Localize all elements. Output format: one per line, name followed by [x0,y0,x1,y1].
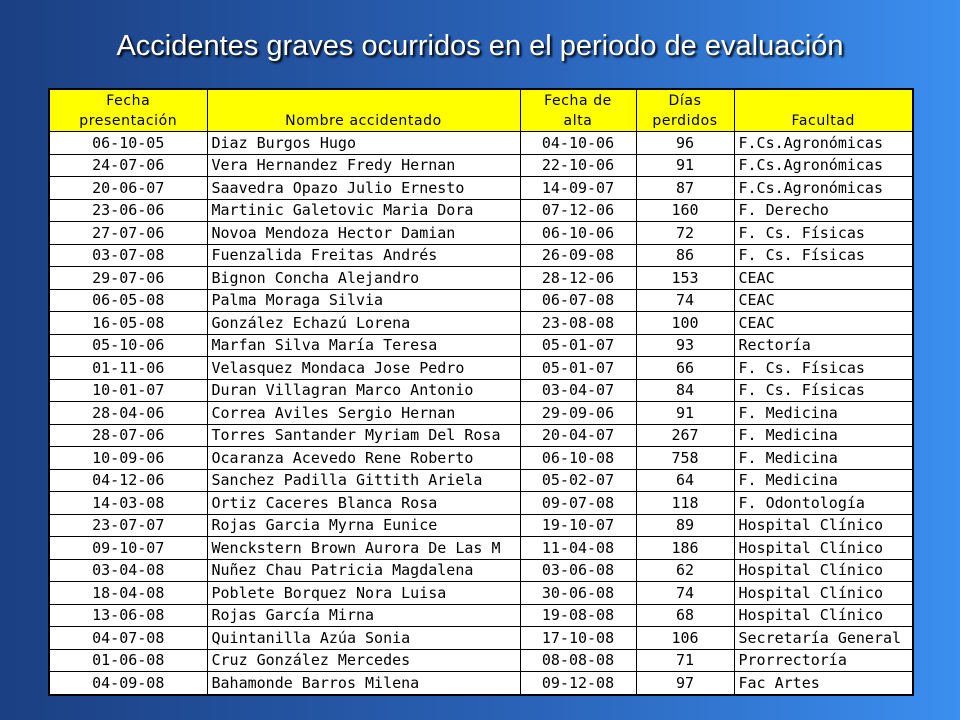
table-row [49,447,913,470]
nombre-cell: Ortiz Caceres Blanca Rosa [207,492,520,515]
fecha-alta-cell: 26-09-08 [520,244,636,267]
fecha-alta-cell: 05-02-07 [520,469,636,492]
table-row [49,177,913,200]
nombre-cell: Diaz Burgos Hugo [207,132,520,155]
table-row [49,199,913,222]
facultad-cell: Hospital Clínico [734,559,913,582]
nombre-cell: Poblete Borquez Nora Luisa [207,582,520,605]
header-line-1: Días [668,93,702,109]
table-row [49,672,913,695]
facultad-cell: F.Cs.Agronómicas [734,154,913,177]
dias-perdidos-cell: 74 [636,582,734,605]
nombre-cell: Nuñez Chau Patricia Magdalena [207,559,520,582]
facultad-cell: CEAC [734,267,913,290]
nombre-cell: Torres Santander Myriam Del Rosa [207,424,520,447]
facultad-cell: F. Cs. Físicas [734,244,913,267]
table-header-row [49,89,913,132]
table-row [49,514,913,537]
nombre-cell: Quintanilla Azúa Sonia [207,627,520,650]
fecha-presentacion-cell: 27-07-06 [49,222,207,245]
fecha-alta-cell: 08-08-08 [520,649,636,672]
fecha-presentacion-cell: 10-09-06 [49,447,207,470]
facultad-cell: Rectoría [734,334,913,357]
fecha-alta-cell: 07-12-06 [520,199,636,222]
table-row [49,244,913,267]
dias-perdidos-cell: 87 [636,177,734,200]
nombre-cell: Bignon Concha Alejandro [207,267,520,290]
dias-perdidos-cell: 186 [636,537,734,560]
facultad-cell: F. Derecho [734,199,913,222]
fecha-presentacion-cell: 03-07-08 [49,244,207,267]
fecha-presentacion-cell: 20-06-07 [49,177,207,200]
header-fecha-presentacion [49,89,207,132]
fecha-presentacion-cell: 05-10-06 [49,334,207,357]
nombre-cell: Cruz González Mercedes [207,649,520,672]
facultad-cell: F. Medicina [734,424,913,447]
table-row [49,492,913,515]
fecha-alta-cell: 04-10-06 [520,132,636,155]
dias-perdidos-cell: 71 [636,649,734,672]
table-row [49,334,913,357]
facultad-cell: F.Cs.Agronómicas [734,177,913,200]
fecha-presentacion-cell: 24-07-06 [49,154,207,177]
facultad-cell: CEAC [734,312,913,335]
dias-perdidos-cell: 153 [636,267,734,290]
fecha-presentacion-cell: 23-06-06 [49,199,207,222]
fecha-alta-cell: 22-10-06 [520,154,636,177]
accidents-table [48,88,914,696]
header-line-2: perdidos [652,113,718,129]
header-line-2: Facultad [791,113,856,129]
fecha-presentacion-cell: 28-04-06 [49,402,207,425]
header-line-2: alta [563,113,593,129]
header-line-2: presentación [79,113,178,129]
header-line-1: Fecha [106,93,151,109]
facultad-cell: Hospital Clínico [734,514,913,537]
table-row [49,559,913,582]
dias-perdidos-cell: 72 [636,222,734,245]
dias-perdidos-cell: 91 [636,154,734,177]
fecha-presentacion-cell: 23-07-07 [49,514,207,537]
table-row [49,649,913,672]
fecha-alta-cell: 28-12-06 [520,267,636,290]
fecha-presentacion-cell: 04-07-08 [49,627,207,650]
fecha-presentacion-cell: 18-04-08 [49,582,207,605]
nombre-cell: Rojas Garcia Myrna Eunice [207,514,520,537]
header-dias-perdidos [636,89,734,132]
fecha-presentacion-cell: 13-06-08 [49,604,207,627]
fecha-alta-cell: 14-09-07 [520,177,636,200]
header-nombre-accidentado [207,89,520,132]
fecha-alta-cell: 20-04-07 [520,424,636,447]
fecha-alta-cell: 09-12-08 [520,672,636,695]
fecha-alta-cell: 05-01-07 [520,334,636,357]
dias-perdidos-cell: 66 [636,357,734,380]
facultad-cell: CEAC [734,289,913,312]
fecha-presentacion-cell: 10-01-07 [49,379,207,402]
fecha-alta-cell: 06-10-06 [520,222,636,245]
nombre-cell: González Echazú Lorena [207,312,520,335]
dias-perdidos-cell: 93 [636,334,734,357]
dias-perdidos-cell: 74 [636,289,734,312]
table-row [49,582,913,605]
table-row [49,312,913,335]
facultad-cell: F. Odontología [734,492,913,515]
fecha-alta-cell: 19-10-07 [520,514,636,537]
facultad-cell: F. Cs. Físicas [734,357,913,380]
dias-perdidos-cell: 86 [636,244,734,267]
fecha-alta-cell: 29-09-06 [520,402,636,425]
fecha-presentacion-cell: 04-09-08 [49,672,207,695]
nombre-cell: Fuenzalida Freitas Andrés [207,244,520,267]
table-row [49,379,913,402]
table-row [49,132,913,155]
dias-perdidos-cell: 62 [636,559,734,582]
dias-perdidos-cell: 89 [636,514,734,537]
nombre-cell: Velasquez Mondaca Jose Pedro [207,357,520,380]
nombre-cell: Bahamonde Barros Milena [207,672,520,695]
nombre-cell: Rojas García Mirna [207,604,520,627]
dias-perdidos-cell: 96 [636,132,734,155]
fecha-presentacion-cell: 01-06-08 [49,649,207,672]
nombre-cell: Palma Moraga Silvia [207,289,520,312]
fecha-alta-cell: 03-06-08 [520,559,636,582]
facultad-cell: Hospital Clínico [734,604,913,627]
header-facultad [734,89,913,132]
dias-perdidos-cell: 84 [636,379,734,402]
facultad-cell: F. Medicina [734,447,913,470]
fecha-alta-cell: 17-10-08 [520,627,636,650]
fecha-presentacion-cell: 01-11-06 [49,357,207,380]
nombre-cell: Correa Aviles Sergio Hernan [207,402,520,425]
facultad-cell: Hospital Clínico [734,537,913,560]
table-row [49,222,913,245]
facultad-cell: F. Medicina [734,469,913,492]
fecha-alta-cell: 03-04-07 [520,379,636,402]
table-body [49,132,913,695]
dias-perdidos-cell: 68 [636,604,734,627]
table-row [49,537,913,560]
fecha-presentacion-cell: 28-07-06 [49,424,207,447]
table-row [49,402,913,425]
table-row [49,627,913,650]
nombre-cell: Novoa Mendoza Hector Damian [207,222,520,245]
dias-perdidos-cell: 91 [636,402,734,425]
fecha-alta-cell: 30-06-08 [520,582,636,605]
fecha-presentacion-cell: 09-10-07 [49,537,207,560]
slide-title: Accidentes graves ocurridos en el periodo de evaluación [116,30,844,62]
fecha-presentacion-cell: 14-03-08 [49,492,207,515]
fecha-presentacion-cell: 16-05-08 [49,312,207,335]
table-row [49,267,913,290]
dias-perdidos-cell: 106 [636,627,734,650]
nombre-cell: Duran Villagran Marco Antonio [207,379,520,402]
facultad-cell: Prorrectoría [734,649,913,672]
dias-perdidos-cell: 97 [636,672,734,695]
facultad-cell: Fac Artes [734,672,913,695]
fecha-alta-cell: 06-07-08 [520,289,636,312]
fecha-alta-cell: 05-01-07 [520,357,636,380]
nombre-cell: Vera Hernandez Fredy Hernan [207,154,520,177]
dias-perdidos-cell: 160 [636,199,734,222]
fecha-presentacion-cell: 06-05-08 [49,289,207,312]
fecha-alta-cell: 09-07-08 [520,492,636,515]
nombre-cell: Ocaranza Acevedo Rene Roberto [207,447,520,470]
table-row [49,357,913,380]
table-row [49,289,913,312]
facultad-cell: F. Medicina [734,402,913,425]
nombre-cell: Wenckstern Brown Aurora De Las M [207,537,520,560]
dias-perdidos-cell: 118 [636,492,734,515]
dias-perdidos-cell: 758 [636,447,734,470]
facultad-cell: F. Cs. Físicas [734,222,913,245]
nombre-cell: Sanchez Padilla Gittith Ariela [207,469,520,492]
facultad-cell: Secretaría General [734,627,913,650]
dias-perdidos-cell: 267 [636,424,734,447]
fecha-alta-cell: 19-08-08 [520,604,636,627]
fecha-presentacion-cell: 29-07-06 [49,267,207,290]
nombre-cell: Marfan Silva María Teresa [207,334,520,357]
table-row [49,604,913,627]
facultad-cell: F. Cs. Físicas [734,379,913,402]
fecha-alta-cell: 11-04-08 [520,537,636,560]
facultad-cell: Hospital Clínico [734,582,913,605]
fecha-presentacion-cell: 04-12-06 [49,469,207,492]
fecha-alta-cell: 06-10-08 [520,447,636,470]
facultad-cell: F.Cs.Agronómicas [734,132,913,155]
table-row [49,154,913,177]
header-line-1: Fecha de [544,93,612,109]
table-row [49,424,913,447]
fecha-alta-cell: 23-08-08 [520,312,636,335]
header-line-2: Nombre accidentado [285,113,442,129]
table-row [49,469,913,492]
fecha-presentacion-cell: 03-04-08 [49,559,207,582]
dias-perdidos-cell: 100 [636,312,734,335]
nombre-cell: Martinic Galetovic Maria Dora [207,199,520,222]
header-fecha-alta [520,89,636,132]
nombre-cell: Saavedra Opazo Julio Ernesto [207,177,520,200]
fecha-presentacion-cell: 06-10-05 [49,132,207,155]
dias-perdidos-cell: 64 [636,469,734,492]
